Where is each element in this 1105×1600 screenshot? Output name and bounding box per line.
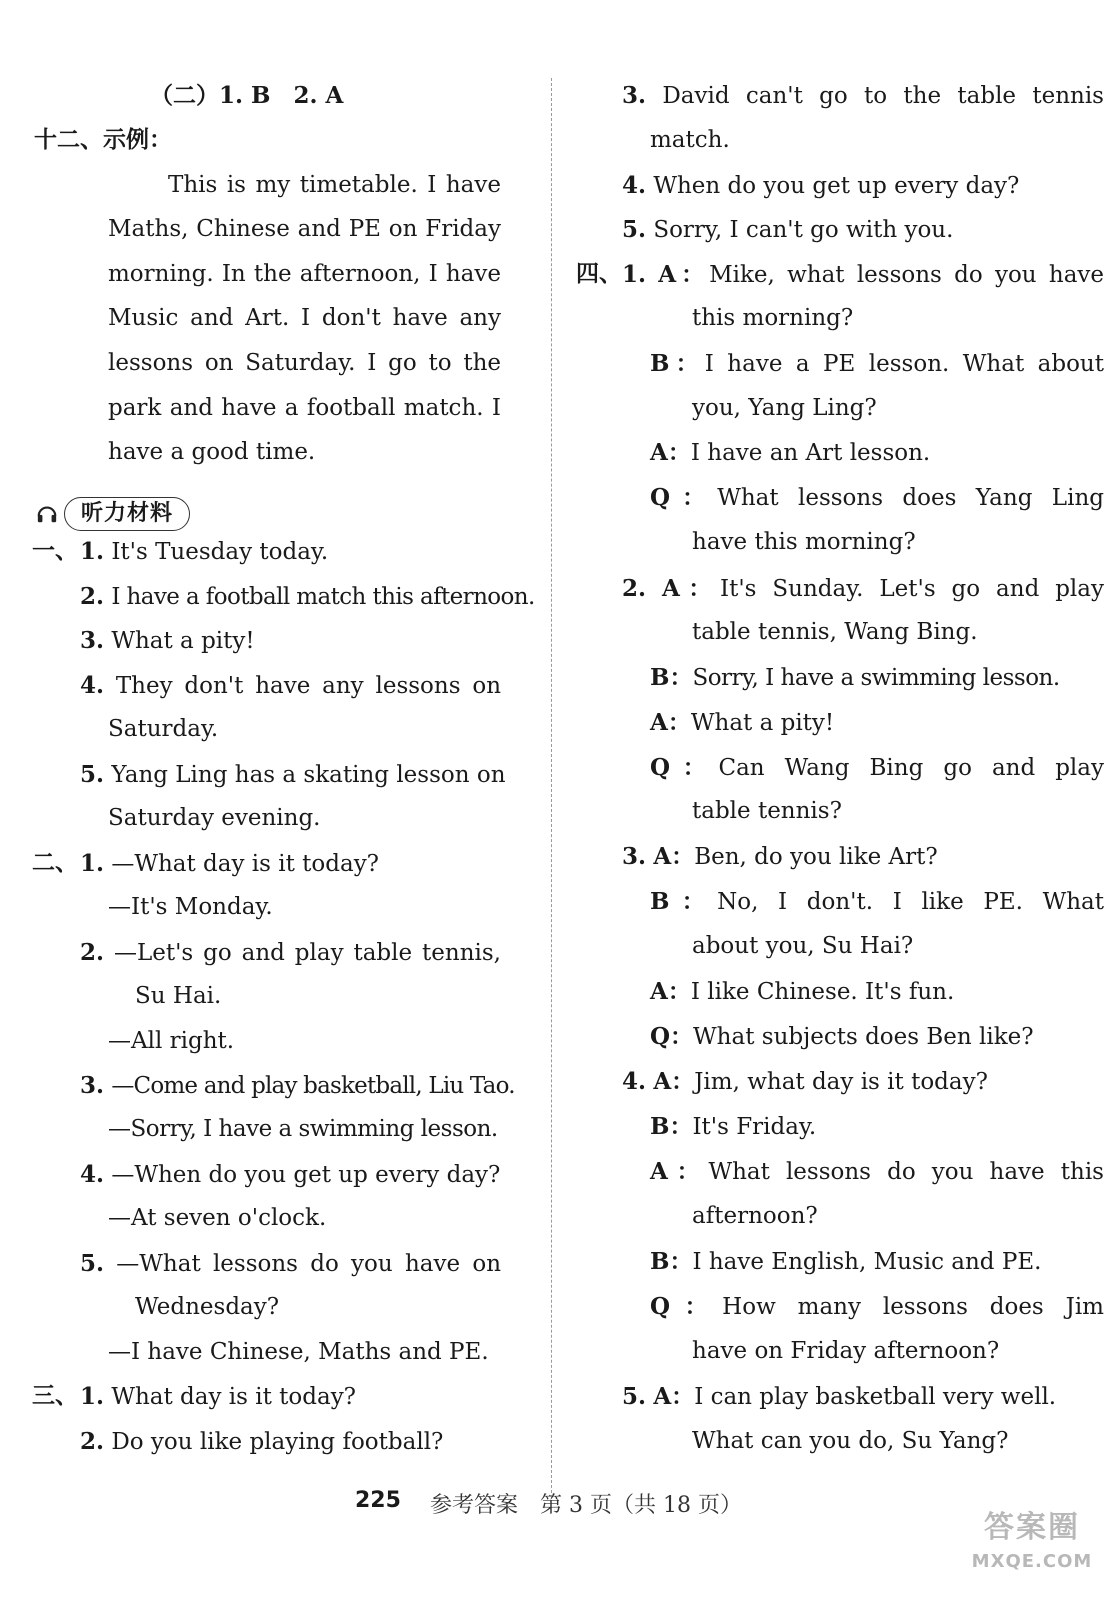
dialogue-line: Q：Can Wang Bing go and play — [650, 754, 1104, 781]
dialogue-line: What can you do, Su Yang? — [692, 1428, 1009, 1454]
list-item: 2. —Let's go and play table tennis, — [80, 939, 501, 966]
list-item: 2. Do you like playing football? — [80, 1428, 444, 1455]
watermark-url: MXQE.COM — [971, 1551, 1093, 1572]
watermark-logo: 答案圈 — [984, 1510, 1080, 1545]
section-12-title: 十二、示例： — [34, 127, 172, 153]
essay-line: Music and Art. I don't have any — [108, 305, 501, 331]
list-item: 4. —When do you get up every day? — [80, 1161, 501, 1188]
headphones-icon — [36, 503, 58, 525]
list-item: 5. Sorry, I can't go with you. — [622, 216, 954, 243]
dialogue-line: A：What a pity! — [650, 709, 835, 736]
dialogue-line: B：I have English, Music and PE. — [650, 1248, 1042, 1275]
part-4-head: 四、 — [576, 261, 622, 287]
essay-line: lessons on Saturday. I go to the — [108, 350, 501, 376]
list-item-cont: Su Hai. — [135, 983, 222, 1009]
dialogue-line: Q：What lessons does Yang Ling — [650, 484, 1104, 511]
list-item-cont: Saturday. — [108, 716, 219, 742]
list-item-cont: —I have Chinese, Maths and PE. — [108, 1339, 489, 1365]
dialogue-line: you, Yang Ling? — [692, 395, 877, 421]
list-item: 1. It's Tuesday today. — [80, 538, 329, 565]
dialogue-line: this morning? — [692, 305, 854, 331]
part-3-head: 三、 — [32, 1383, 78, 1409]
list-item: 1. —What day is it today? — [80, 850, 380, 877]
essay-line: morning. In the afternoon, I have — [108, 261, 501, 287]
dialogue-line: have on Friday afternoon? — [692, 1338, 1000, 1364]
list-item-cont: Wednesday? — [135, 1294, 280, 1320]
list-item: 4. They don't have any lessons on — [80, 672, 502, 699]
dialogue-line: A：I have an Art lesson. — [650, 439, 931, 466]
dialogue-line: about you, Su Hai? — [692, 933, 914, 959]
dialogue-line: Q：How many lessons does Jim — [650, 1293, 1104, 1320]
dialogue-line: 4. A：Jim, what day is it today? — [622, 1068, 988, 1095]
dialogue-line: have this morning? — [692, 529, 916, 555]
list-item-cont: —Sorry, I have a swimming lesson. — [108, 1116, 498, 1142]
essay-line: This is my timetable. I have — [168, 172, 501, 198]
dialogue-line: Q：What subjects does Ben like? — [650, 1023, 1034, 1050]
essay-line: have a good time. — [108, 439, 316, 465]
section-11-answers: （二）1. B 2. A — [150, 82, 344, 109]
list-item: 5. —What lessons do you have on — [80, 1250, 502, 1277]
dialogue-line: B：I have a PE lesson. What about — [650, 350, 1104, 377]
list-item: 1. What day is it today? — [80, 1383, 357, 1410]
part-1-head: 一、 — [32, 538, 78, 564]
list-item-cont: match. — [650, 127, 730, 153]
dialogue-line: B：Sorry, I have a swimming lesson. — [650, 664, 1060, 691]
listening-material-badge — [36, 497, 190, 531]
dialogue-line: B：No, I don't. I like PE. What — [650, 888, 1104, 915]
dialogue-line: table tennis? — [692, 798, 842, 824]
column-divider — [551, 78, 552, 1498]
page-number: 225 — [355, 1488, 401, 1513]
dialogue-line: 5. A：I can play basketball very well. — [622, 1383, 1057, 1410]
list-item: 5. Yang Ling has a skating lesson on — [80, 761, 506, 788]
list-item: 3. —Come and play basketball, Liu Tao. — [80, 1072, 515, 1099]
list-item: 3. What a pity! — [80, 627, 255, 654]
site-watermark — [962, 1505, 1102, 1600]
dialogue-line: 2. A：It's Sunday. Let's go and play — [622, 575, 1104, 602]
dialogue-line: 3. A：Ben, do you like Art? — [622, 843, 938, 870]
list-item-cont: Saturday evening. — [108, 805, 321, 831]
list-item: 4. When do you get up every day? — [622, 172, 1020, 199]
listening-material-label: 听力材料 — [64, 497, 190, 531]
dialogue-line: 1. A：Mike, what lessons do you have — [622, 261, 1105, 288]
dialogue-line: table tennis, Wang Bing. — [692, 619, 978, 645]
list-item-cont: —All right. — [108, 1028, 235, 1054]
page-footer — [0, 1484, 1105, 1524]
list-item: 3. David can't go to the table tennis — [622, 82, 1104, 109]
part-2-head: 二、 — [32, 850, 78, 876]
dialogue-line: B：It's Friday. — [650, 1113, 817, 1140]
essay-line: Maths, Chinese and PE on Friday — [108, 216, 501, 242]
dialogue-line: A：What lessons do you have this — [650, 1158, 1104, 1185]
dialogue-line: afternoon? — [692, 1203, 818, 1229]
essay-line: park and have a football match. I — [108, 395, 501, 421]
page-caption: 参考答案 第 3 页（共 18 页） — [430, 1493, 742, 1518]
dialogue-line: A：I like Chinese. It's fun. — [650, 978, 955, 1005]
list-item-cont: —It's Monday. — [108, 894, 273, 920]
list-item: 2. I have a football match this afternoon. — [80, 583, 535, 610]
list-item-cont: —At seven o'clock. — [108, 1205, 327, 1231]
